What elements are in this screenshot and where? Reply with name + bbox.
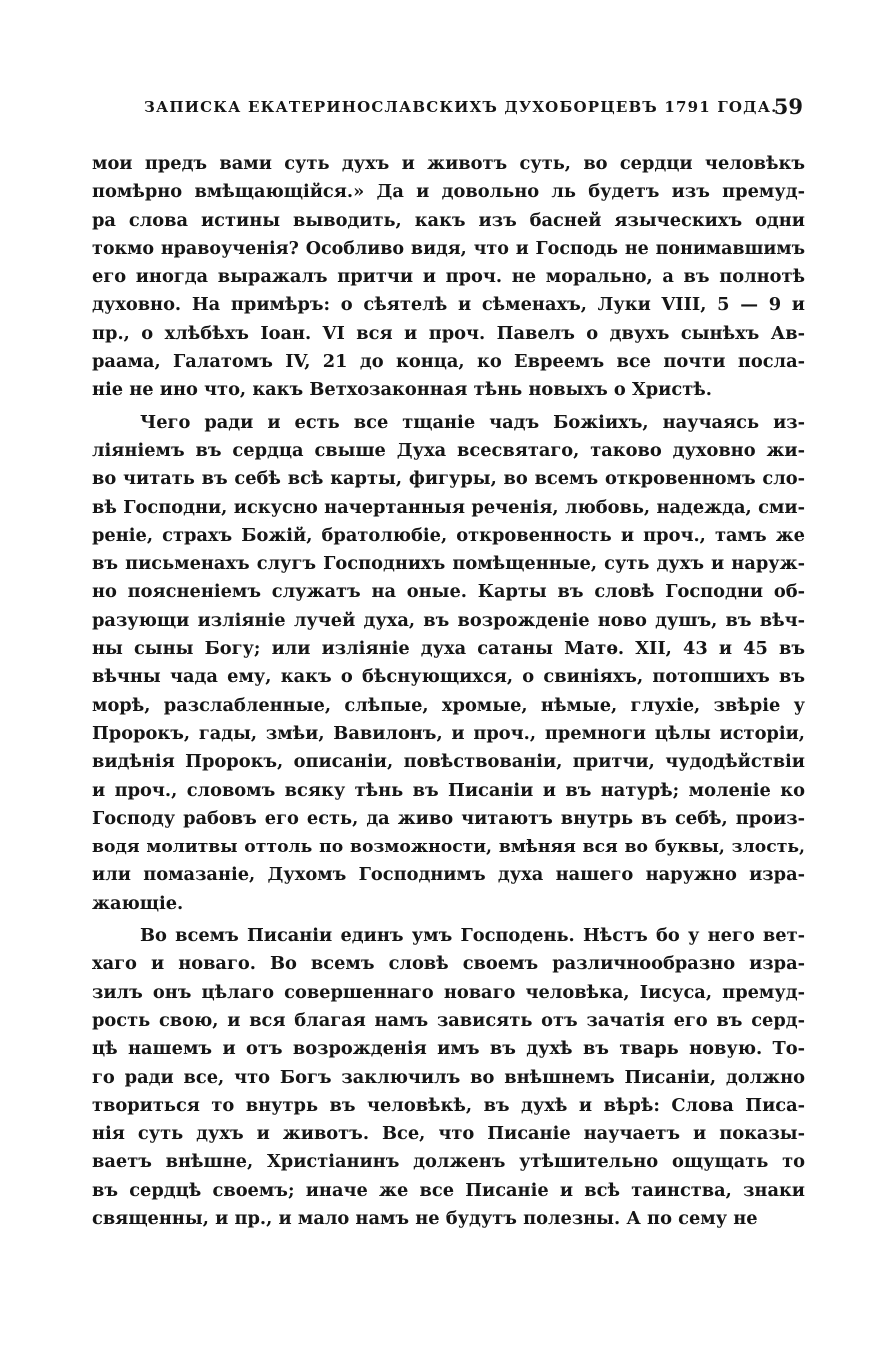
text-line: но поясненіемъ служатъ на оные. Карты въ словѣ Господни об- bbox=[92, 581, 805, 603]
text-line: духовно. На примѣръ: о сѣятелѣ и сѣменахъ, Луки VIII, 5 — 9 и bbox=[92, 294, 805, 316]
text-line: въ сердцѣ своемъ; иначе же все Писаніе и всѣ таинства, знаки bbox=[92, 1179, 805, 1201]
text-line: раама, Галатомъ IV, 21 до конца, ко Евреемъ все почти посла- bbox=[92, 351, 805, 373]
text-line: и проч., словомъ всяку тѣнь въ Писаніи и въ натурѣ; моленіе ко bbox=[92, 779, 805, 801]
text-line: Пророкъ, гады, змѣи, Вавилонъ, и проч., премноги цѣлы исторіи, bbox=[92, 722, 805, 744]
text-line: вѣчны чада ему, какъ о бѣснующихся, о свиніяхъ, потопшихъ въ bbox=[92, 666, 805, 688]
text-line: жающіе. bbox=[92, 892, 184, 914]
text-line: разующи изліяніе лучей духа, въ возрожденіе ново душъ, въ вѣч- bbox=[92, 609, 805, 631]
text-line: или помазаніе, Духомъ Господнимъ духа нашего наружно изра- bbox=[92, 864, 805, 886]
text-line: ра слова истины выводить, какъ изъ басней языческихъ одни bbox=[92, 209, 805, 231]
text-line: морѣ, разслабленные, слѣпые, хромые, нѣмые, глухіе, звѣріе у bbox=[92, 694, 805, 716]
running-title: ЗАПИСКА ЕКАТЕРИНОСЛАВСКИХЪ ДУХОБОРЦЕВЪ 1791 ГОДА. bbox=[144, 98, 778, 116]
page-number: 59 bbox=[773, 94, 803, 119]
text-line: во читать въ себѣ всѣ карты, фигуры, во всемъ откровенномъ сло- bbox=[92, 468, 805, 490]
text-line: хаго и новаго. Во всемъ словѣ своемъ различнообразно изра- bbox=[92, 953, 805, 975]
text-line: его иногда выражалъ притчи и проч. не морально, а въ полнотѣ bbox=[92, 266, 805, 288]
running-head bbox=[92, 92, 805, 132]
text-line: реніе, страхъ Божій, братолюбіе, откровенность и проч., тамъ же bbox=[92, 524, 805, 546]
text-line: токмо нравоученія? Особливо видя, что и Господь не понимавшимъ bbox=[92, 238, 805, 259]
text-line: зилъ онъ цѣлаго совершеннаго новаго человѣка, Іисуса, премуд- bbox=[92, 981, 805, 1003]
text-line: Господу рабовъ его есть, да живо читаютъ внутрь въ себѣ, произ- bbox=[92, 807, 805, 829]
paragraph bbox=[92, 150, 805, 405]
text-line: священны, и пр., и мало намъ не будутъ полезны. А по сему не bbox=[92, 1207, 758, 1229]
text-line: пр., о хлѣбѣхъ Іоан. VI вся и проч. Павелъ о двухъ сынѣхъ Ав- bbox=[92, 322, 805, 344]
text-line: нія суть духъ и животъ. Все, что Писаніе научаетъ и показы- bbox=[92, 1123, 805, 1145]
text-line: Во всемъ Писаніи единъ умъ Господень. Нѣстъ бо у него вет- bbox=[140, 925, 805, 947]
text-line: водя молитвы оттоль по возможности, вмѣняя вся во буквы, злость, bbox=[92, 837, 805, 858]
text-line: ны сыны Богу; или изліяніе духа сатаны Матѳ. XII, 43 и 45 въ bbox=[92, 638, 805, 660]
text-line: въ письменахъ слугъ Господнихъ помѣщенные, суть духъ и наруж- bbox=[92, 553, 805, 575]
paragraph bbox=[92, 409, 805, 918]
paragraph bbox=[92, 922, 805, 1233]
text-line: мои предъ вами суть духъ и животъ суть, во сердци человѣкъ bbox=[92, 153, 805, 174]
text-line: видѣнія Пророкъ, описаніи, повѣствованіи, притчи, чудодѣйствіи bbox=[92, 751, 805, 773]
text-line: ніе не ино что, какъ Ветхозаконная тѣнь новыхъ о Христѣ. bbox=[92, 379, 712, 401]
text-line: рость свою, и вся благая намъ зависять отъ зачатія его въ серд- bbox=[92, 1009, 805, 1031]
text-line: Чего ради и есть все тщаніе чадъ Божіихъ, научаясь из- bbox=[140, 411, 805, 433]
text-line: помѣрно вмѣщающійся.» Да и довольно ль будетъ изъ премуд- bbox=[92, 181, 805, 203]
text-line: го ради все, что Богъ заключилъ во внѣшнемъ Писаніи, должно bbox=[92, 1066, 805, 1088]
text-line: ваетъ внѣшне, Христіанинъ долженъ утѣшительно ощущать то bbox=[92, 1151, 805, 1173]
body-text bbox=[92, 150, 805, 1233]
text-line: цѣ нашемъ и отъ возрожденія имъ въ духѣ въ тварь новую. То- bbox=[92, 1038, 805, 1060]
text-line: ліяніемъ въ сердца свыше Духа всесвятаго, таково духовно жи- bbox=[92, 439, 805, 461]
text-line: твориться то внутрь въ человѣкѣ, въ духѣ и вѣрѣ: Слова Писа- bbox=[92, 1094, 805, 1116]
text-line: вѣ Господни, искусно начертанныя реченія, любовь, надежда, сми- bbox=[92, 496, 805, 518]
book-page bbox=[92, 92, 805, 1233]
